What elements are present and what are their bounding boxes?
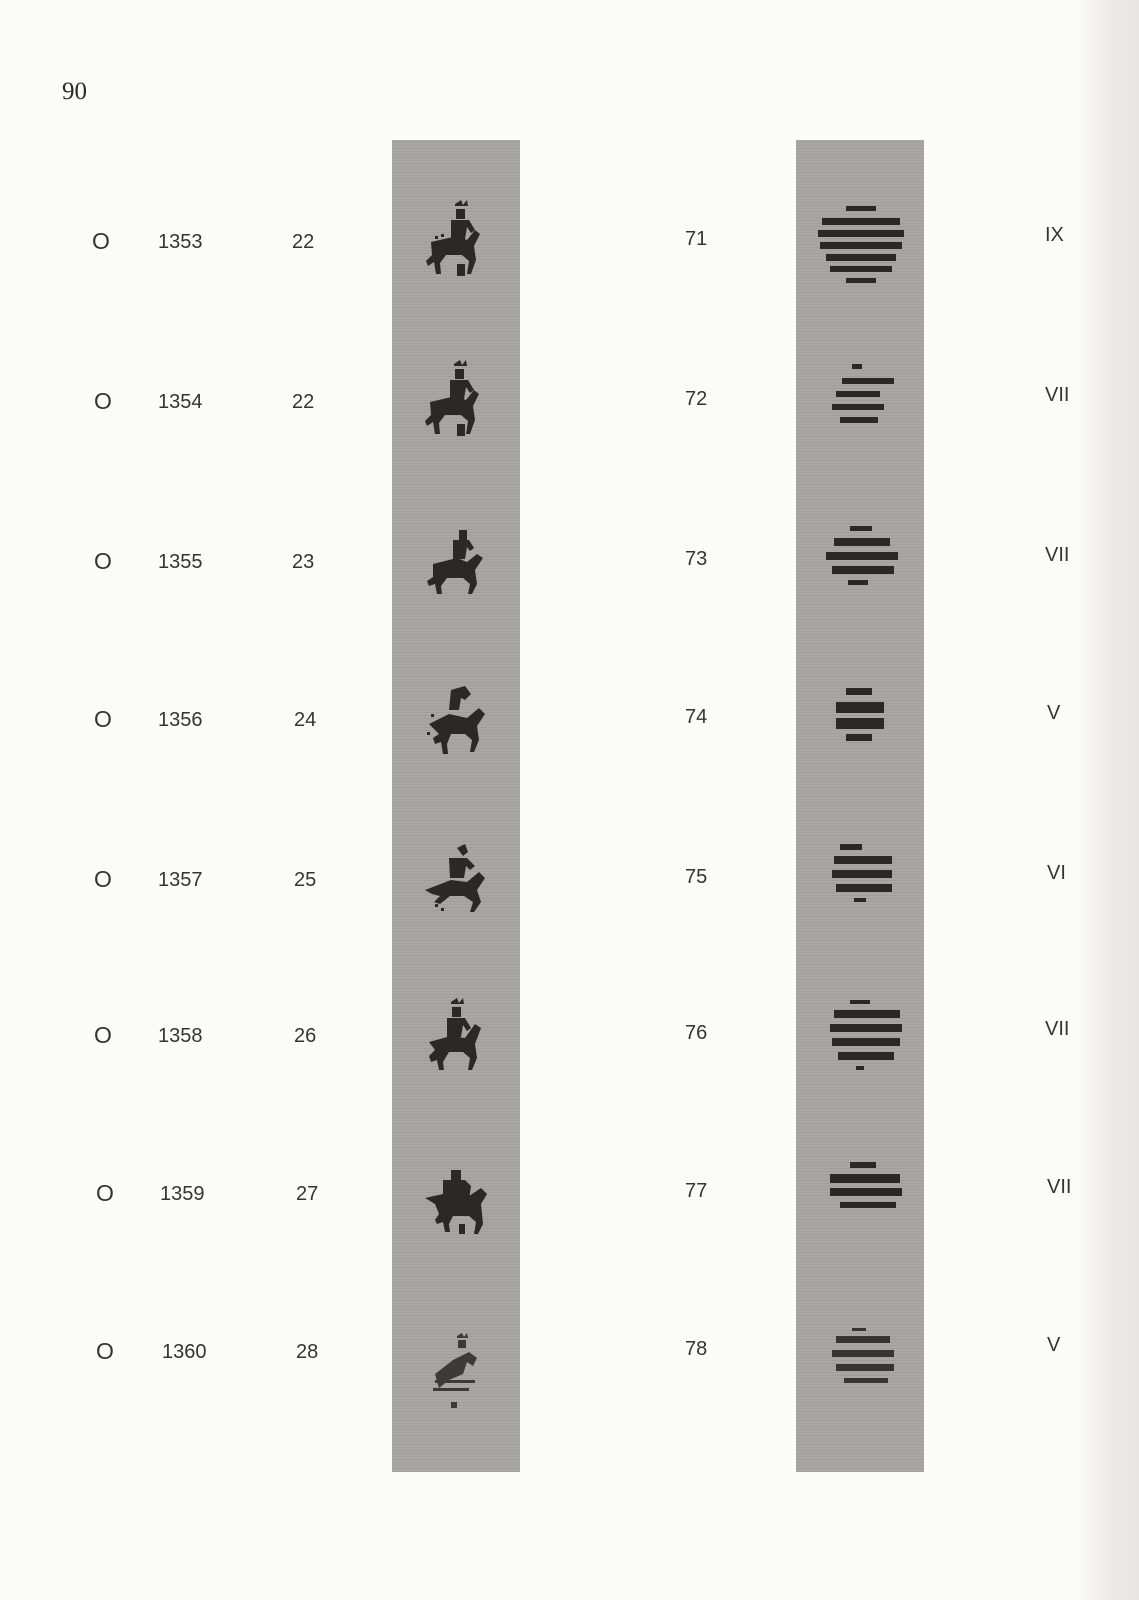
- seal-inscription-icon: [812, 996, 910, 1096]
- row-ref2: 78: [685, 1338, 708, 1360]
- obverse-image-strip: [392, 140, 520, 1472]
- row-type: O: [94, 866, 112, 892]
- row-ref: 22: [292, 391, 315, 413]
- row-ref2: 72: [685, 388, 708, 410]
- table-row: [0, 1018, 1100, 1102]
- horseman-figure-icon: [421, 520, 491, 610]
- row-number: 1355: [158, 551, 203, 573]
- row-number: 1359: [160, 1183, 205, 1205]
- row-type: O: [94, 1022, 112, 1048]
- row-type: O: [94, 388, 112, 414]
- seal-inscription-icon: [812, 676, 910, 776]
- row-ref: 22: [292, 231, 315, 253]
- horseman-figure-icon: [421, 1158, 491, 1248]
- table-row: [0, 224, 1100, 308]
- row-class: VII: [1045, 544, 1070, 566]
- row-number: 1360: [162, 1341, 207, 1363]
- table-row: [0, 384, 1100, 468]
- row-number: 1356: [158, 709, 203, 731]
- row-type: O: [94, 548, 112, 574]
- row-type: O: [96, 1180, 114, 1206]
- row-ref: 28: [296, 1341, 319, 1363]
- row-ref: 23: [292, 551, 315, 573]
- horseman-figure-icon: [421, 680, 491, 770]
- table-row: [0, 544, 1100, 628]
- row-class: VII: [1045, 384, 1070, 406]
- table-row: [0, 1334, 1100, 1418]
- horseman-figure-icon: [421, 996, 491, 1086]
- row-class: VII: [1047, 1176, 1072, 1198]
- row-number: 1354: [158, 391, 203, 413]
- row-number: 1357: [158, 869, 203, 891]
- row-ref2: 73: [685, 548, 708, 570]
- horseman-figure-icon: [421, 1330, 491, 1420]
- row-ref2: 71: [685, 228, 708, 250]
- row-ref2: 76: [685, 1022, 708, 1044]
- horseman-figure-icon: [421, 840, 491, 930]
- seal-inscription-icon: [812, 200, 910, 300]
- table-row: [0, 862, 1100, 946]
- row-ref: 27: [296, 1183, 319, 1205]
- row-ref2: 74: [685, 706, 708, 728]
- row-ref: 26: [294, 1025, 317, 1047]
- horseman-figure-icon: [421, 358, 491, 448]
- seal-inscription-icon: [812, 1156, 910, 1256]
- reverse-image-strip: [796, 140, 924, 1472]
- row-type: O: [92, 228, 110, 254]
- row-ref2: 75: [685, 866, 708, 888]
- row-ref: 25: [294, 869, 317, 891]
- seal-inscription-icon: [812, 358, 910, 458]
- row-ref2: 77: [685, 1180, 708, 1202]
- table-row: [0, 1176, 1100, 1260]
- table-row: [0, 702, 1100, 786]
- row-number: 1353: [158, 231, 203, 253]
- row-class: VII: [1045, 1018, 1070, 1040]
- seal-inscription-icon: [812, 518, 910, 618]
- horseman-figure-icon: [421, 198, 491, 288]
- row-number: 1358: [158, 1025, 203, 1047]
- row-class: V: [1047, 1334, 1061, 1356]
- row-type: O: [96, 1338, 114, 1364]
- seal-inscription-icon: [812, 836, 910, 936]
- row-type: O: [94, 706, 112, 732]
- row-class: V: [1047, 702, 1061, 724]
- page-number: 90: [62, 78, 87, 105]
- seal-inscription-icon: [812, 1322, 910, 1422]
- row-class: VI: [1047, 862, 1066, 884]
- row-class: IX: [1045, 224, 1064, 246]
- row-ref: 24: [294, 709, 317, 731]
